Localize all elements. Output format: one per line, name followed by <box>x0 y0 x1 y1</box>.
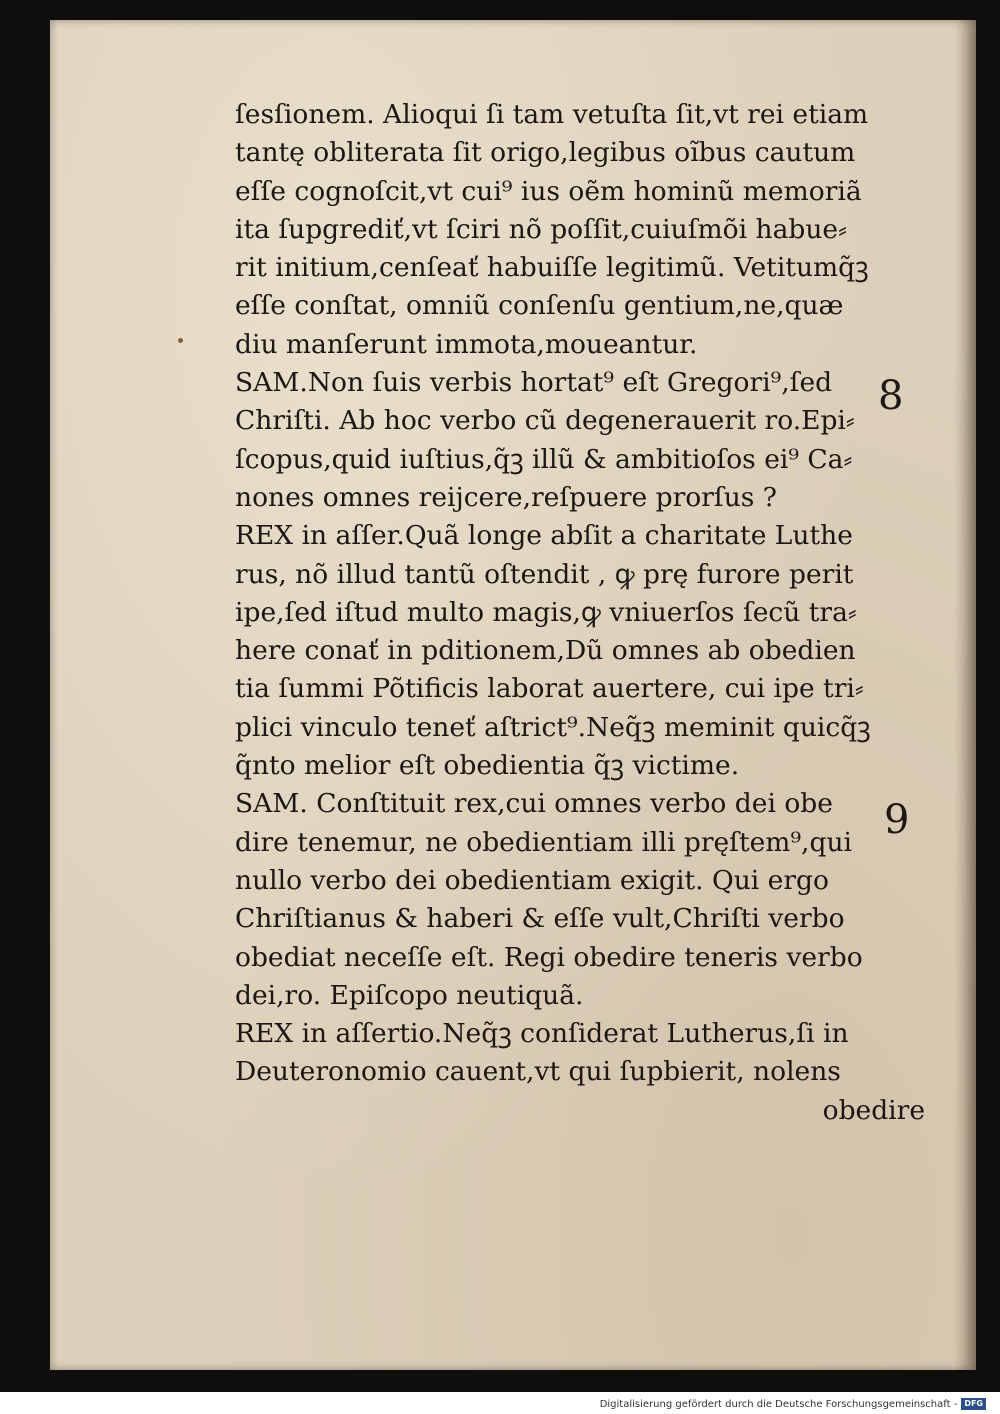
text-line: nullo verbo dei obedientiam exigit. Qui ergo <box>235 864 829 896</box>
dfg-logo-icon: DFG <box>961 1398 986 1410</box>
text-line: REX in aſſer.Quã longe abſit a charitate Luthe <box>235 520 853 552</box>
text-line: q̃nto melior eſt obedientia q̃ꝫ victime. <box>235 750 740 782</box>
digitization-footer <box>600 1397 986 1411</box>
text-line: ſcopus,quid iuſtius,q̃ꝫ illũ & ambitioſos ei⁹ Ca⸗ <box>235 443 853 475</box>
page-text <box>235 96 925 1130</box>
text-line: SAM. Conſtituit rex,cui omnes verbo dei obe <box>235 788 833 820</box>
gutter-shadow <box>954 20 976 1370</box>
catchword: obedire <box>822 1094 925 1126</box>
text-line: tantę obliterata ſit origo,legibus oĩbus cautum <box>235 137 856 169</box>
text-line: plici vinculo teneť aſtrict⁹.Neq̃ꝫ meminit quicq̃ꝫ <box>235 711 871 743</box>
text-line: nones omnes reijcere,reſpuere prorſus ? <box>235 481 777 513</box>
text-line: rit initium,cenſeať habuiſſe legitimũ. Vetitumq̃ꝫ <box>235 252 869 284</box>
text-line: eſſe conſtat, omniũ conſenſu gentium,ne,quæ <box>235 290 844 322</box>
text-line: diu manſerunt immota,moueantur. <box>235 328 698 360</box>
text-line: dire tenemur, ne obedientiam illi pręſtem⁹,qui <box>235 826 852 858</box>
text-line: Deuteronomio cauent,vt qui ſupbierit, nolens <box>235 1056 841 1088</box>
ink-spot <box>178 338 183 343</box>
text-line: ipe,ſed iſtud multo magis,ꝙ vniuerſos ſecũ tra⸗ <box>235 596 857 628</box>
marginal-number-8: 8 <box>878 373 904 419</box>
text-line: here conať in pditionem,Dũ omnes ab obedien <box>235 635 856 667</box>
text-line: REX in aſſertio.Neq̃ꝫ conſiderat Lutherus,ſi in <box>235 1018 849 1050</box>
text-line: SAM.Non ſuis verbis hortat⁹ eſt Gregori⁹,ſed <box>235 367 833 399</box>
footer-credit: Digitalisierung gefördert durch die Deutsche Forschungsgemeinschaft - <box>599 1398 958 1410</box>
text-line: eſſe cognoſcit,vt cui⁹ ius oẽm hominũ memoriã <box>235 175 862 207</box>
text-line: Chriſtianus & haberi & eſſe vult,Chriſti verbo <box>235 903 845 935</box>
text-line: dei,ro. Epiſcopo neutiquã. <box>235 979 584 1011</box>
text-line: tia ſummi Põtificis laborat auertere, cui ipe tri⸗ <box>235 673 864 705</box>
marginal-number-9: 9 <box>884 797 910 843</box>
text-line: rus, nõ illud tantũ oſtendit , ꝙ prę furore perit <box>235 558 854 590</box>
text-line: ita ſupgrediť,vt ſciri nõ poſſit,cuiuſmõi habue⸗ <box>235 213 847 245</box>
text-line: ſesſionem. Alioqui ſi tam vetuſta ſit,vt rei etiam <box>235 99 869 130</box>
text-line: obediat neceſſe eſt. Regi obedire teneris verbo <box>235 941 863 973</box>
text-line: Chriſti. Ab hoc verbo cũ degenerauerit ro.Epi⸗ <box>235 405 855 437</box>
